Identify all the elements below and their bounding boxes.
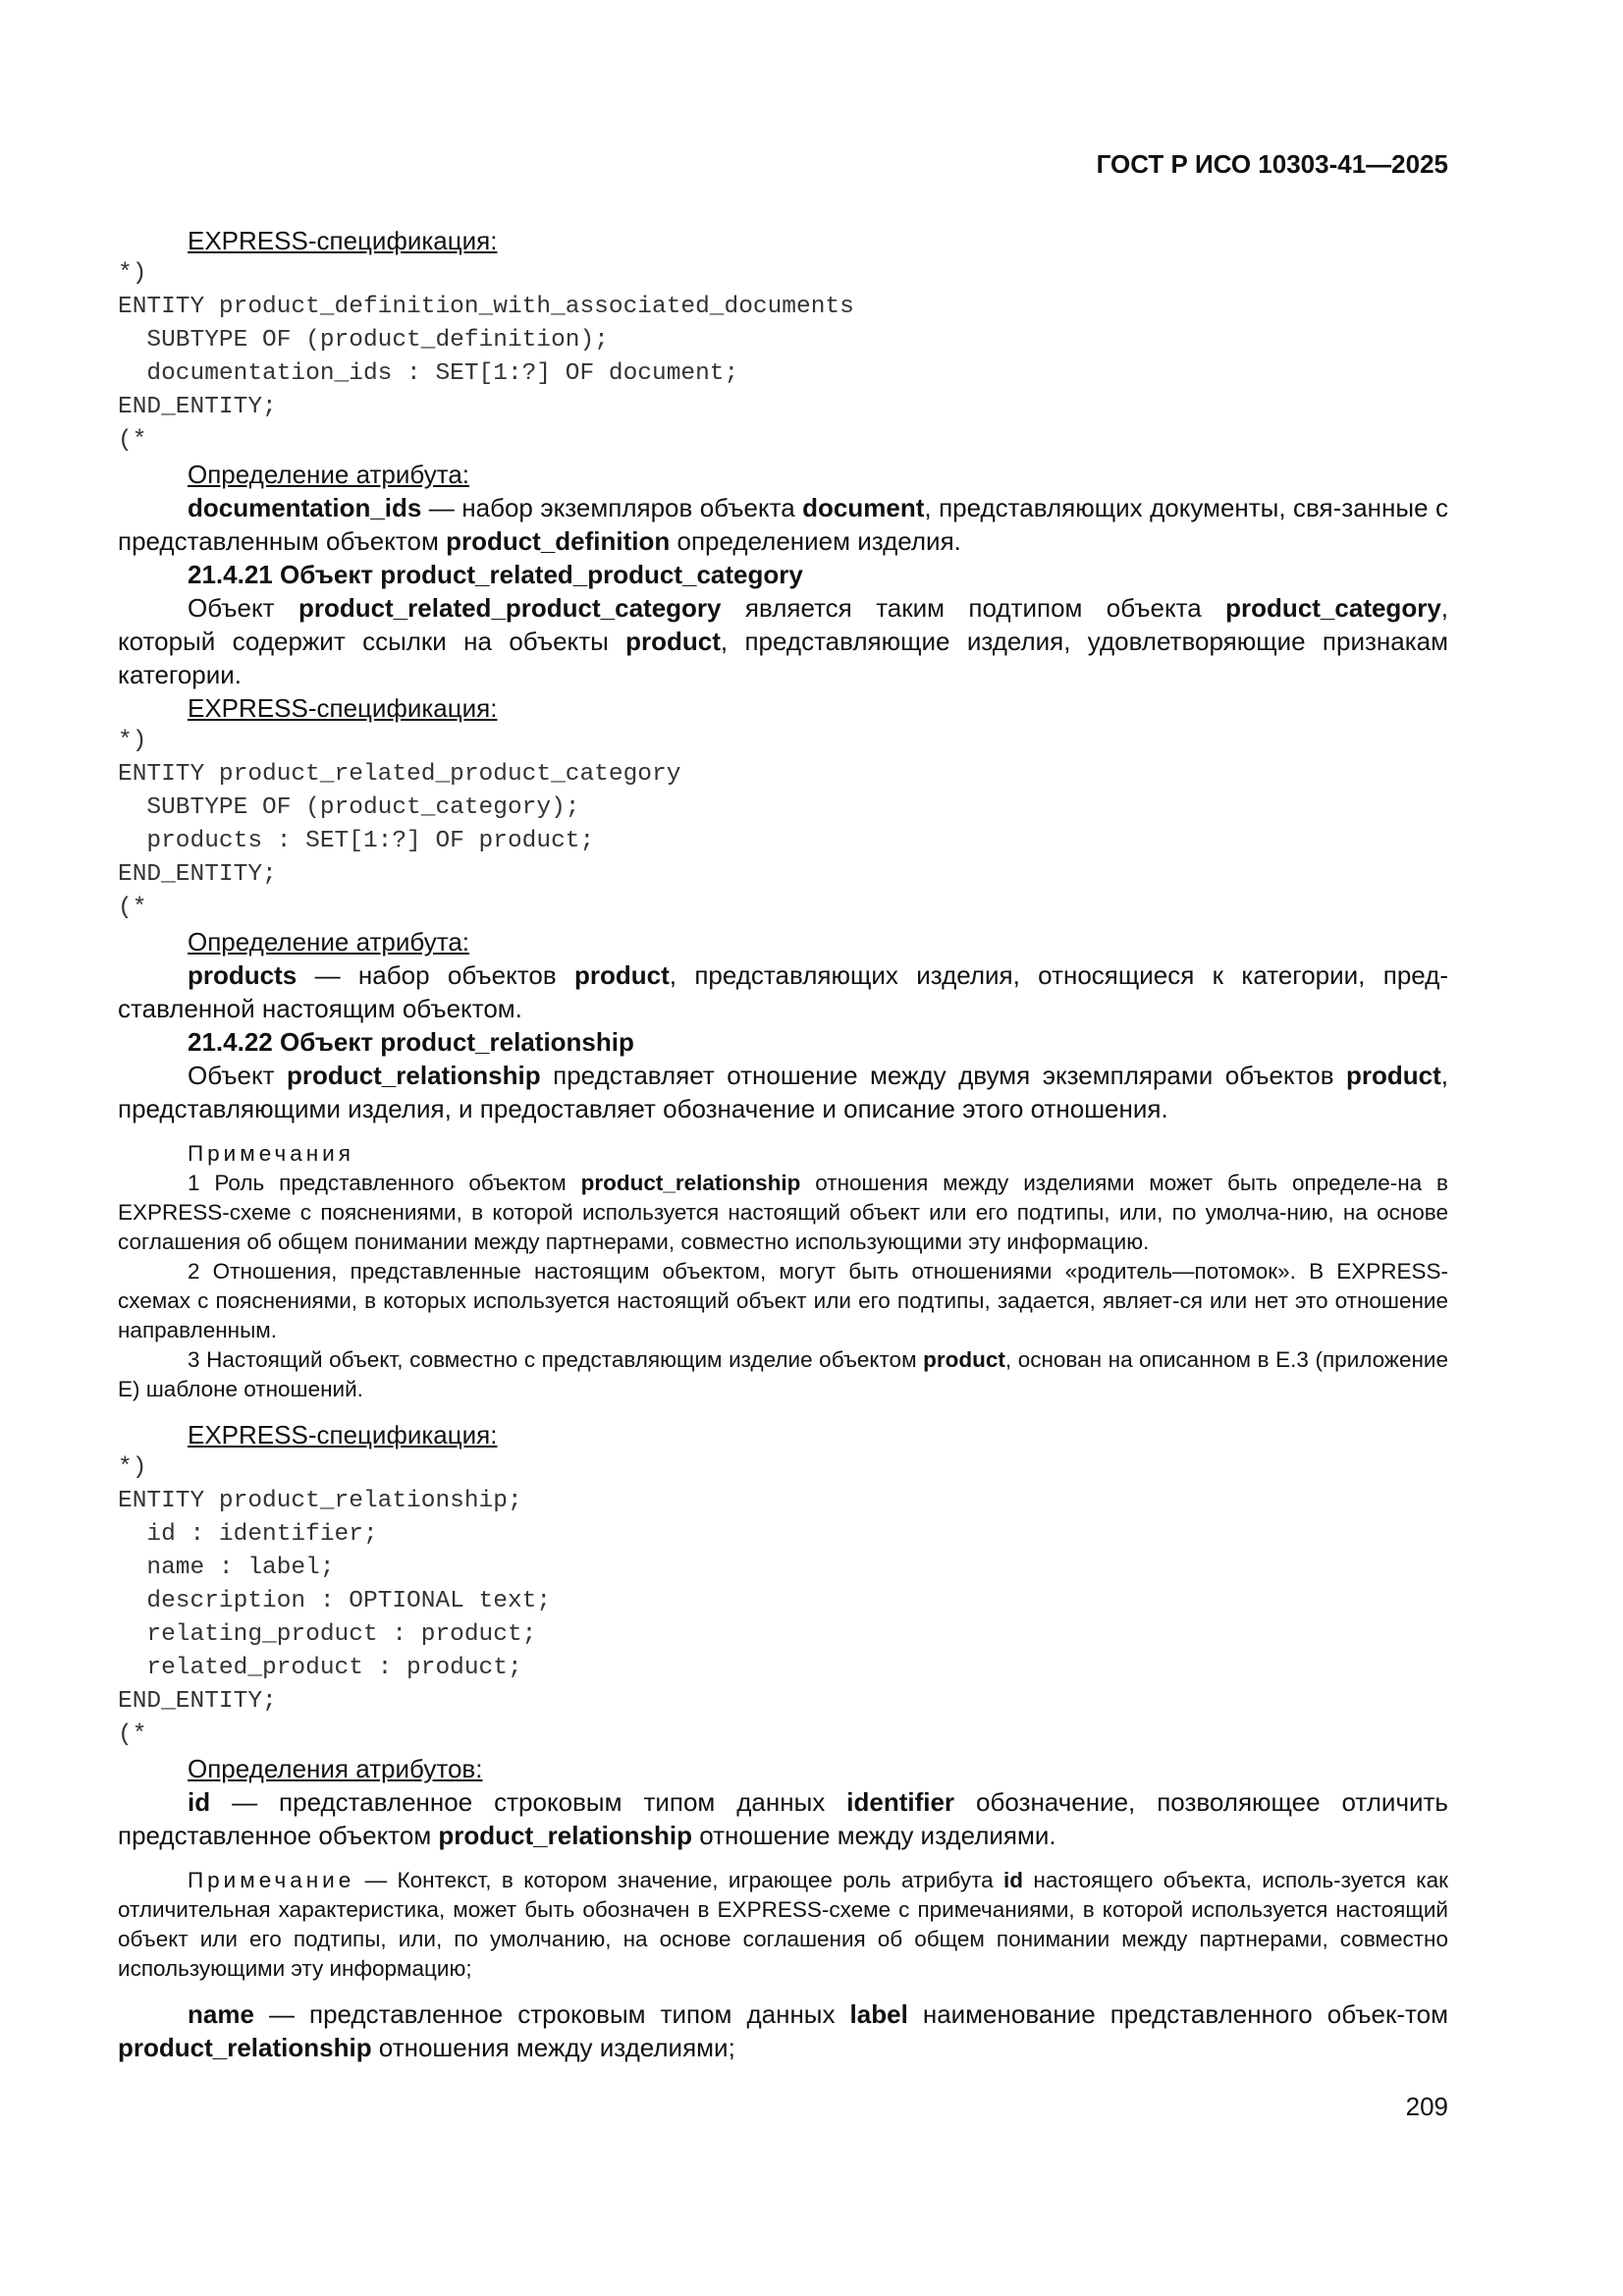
code-line: ENTITY product_related_product_category <box>118 761 681 788</box>
note-1: 1 Роль представленного объектом product_relationship отношения между изделиями может быть определе-на в EXPRESS-схеме с пояснениями, в которой используется настоящий объект или его подтипы, или, по умолча-нию, на основе соглашения об общем понимании между партнерами, совместно использующими эту информацию. <box>118 1171 1448 1254</box>
document-header: ГОСТ Р ИСО 10303-41—2025 <box>1096 149 1448 179</box>
code-line: ENTITY product_relationship; <box>118 1488 522 1514</box>
code-line: name : label; <box>118 1555 335 1581</box>
section-paragraph: Объект product_relationship представляет отношение между двумя экземплярами объектов product, представляющими изделия, и предоставляет обозначение и описание этого отношения. <box>118 1061 1449 1123</box>
express-spec-label: EXPRESS-спецификация: <box>188 1420 498 1449</box>
code-block <box>118 1451 1448 1752</box>
code-line: SUBTYPE OF (product_category); <box>118 794 580 821</box>
code-line: END_ENTITY; <box>118 861 277 888</box>
code-line: (* <box>118 427 147 454</box>
note-3: 3 Настоящий объект, совместно с представляющим изделие объектом product, основан на описанном в Е.3 (приложение Е) шаблоне отношений. <box>118 1347 1448 1401</box>
attribute-definition: documentation_ids — набор экземпляров объекта document, представляющих документы, свя-занные с представленным объектом product_definition определением изделия. <box>118 493 1448 556</box>
express-spec-label: EXPRESS-спецификация: <box>188 226 498 255</box>
section-paragraph: Объект product_related_product_category является таким подтипом объекта product_category, который содержит ссылки на объекты product, представляющие изделия, удовлетворяющие признакам категории. <box>118 593 1449 689</box>
code-line: END_ENTITY; <box>118 394 277 420</box>
section-heading: 21.4.22 Объект product_relationship <box>188 1027 634 1057</box>
code-line: *) <box>118 260 147 287</box>
attribute-definition: products — набор объектов product, представляющих изделия, относящиеся к категории, пред-ставленной настоящим объектом. <box>118 960 1448 1023</box>
code-line: relating_product : product; <box>118 1621 537 1648</box>
attribute-definition-id: id — представленное строковым типом данных identifier обозначение, позволяющее отличить представленное объектом product_relationship отношение между изделиями. <box>118 1787 1448 1850</box>
attribute-definitions-label: Определения атрибутов: <box>188 1754 483 1783</box>
code-line: *) <box>118 728 147 754</box>
section-heading: 21.4.21 Объект product_related_product_category <box>188 560 803 589</box>
code-line: documentation_ids : SET[1:?] OF document; <box>118 360 739 387</box>
code-line: ENTITY product_definition_with_associated_documents <box>118 294 854 320</box>
notes-title: Примечания <box>188 1141 354 1166</box>
code-line: id : identifier; <box>118 1521 378 1548</box>
attribute-definition-name: name — представленное строковым типом данных label наименование представленного объек-том product_relationship отношения между изделиями; <box>118 1999 1448 2062</box>
express-spec-label: EXPRESS-спецификация: <box>188 693 498 723</box>
spacer <box>118 1852 1448 1866</box>
spacer <box>118 1404 1448 1418</box>
code-line: (* <box>118 1722 147 1748</box>
code-block <box>118 257 1448 458</box>
code-line: END_ENTITY; <box>118 1688 277 1715</box>
page-number: 209 <box>1405 2092 1448 2121</box>
note-2: 2 Отношения, представленные настоящим объектом, могут быть отношениями «родитель—потомок». В EXPRESS-схемах с пояснениями, в которых используется настоящий объект или его подтипы, задается, являет-ся или нет это отношение направленным. <box>118 1259 1448 1342</box>
code-line: products : SET[1:?] OF product; <box>118 828 595 854</box>
code-line: *) <box>118 1454 147 1481</box>
code-line: related_product : product; <box>118 1655 522 1681</box>
content-flow <box>118 224 1448 2064</box>
code-line: SUBTYPE OF (product_definition); <box>118 327 609 354</box>
attribute-definition-label: Определение атрибута: <box>188 927 470 957</box>
spacer <box>118 1984 1448 1997</box>
attribute-definition-label: Определение атрибута: <box>188 460 470 489</box>
code-line: (* <box>118 895 147 921</box>
id-note: Примечание — Контекст, в котором значение, играющее роль атрибута id настоящего объекта, исполь-зуется как отличительная характеристика, может быть обозначен в EXPRESS-схеме с примечаниями, в которой используется настоящий объект или его подтипы, или, по умолчанию, на основе соглашения об общем понимании между партнерами, совместно использующими эту информацию; <box>118 1868 1448 1981</box>
code-line: description : OPTIONAL text; <box>118 1588 552 1614</box>
code-block <box>118 725 1448 925</box>
